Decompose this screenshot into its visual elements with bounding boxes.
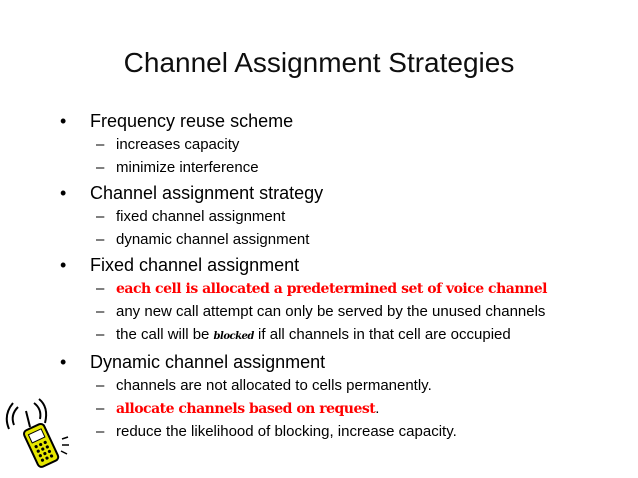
sub-bullet-dash: – <box>96 326 105 343</box>
sub-bullet <box>58 136 628 154</box>
sub-bullet-text-post: if all channels in that cell are occupied <box>253 326 511 343</box>
bullet-dot: • <box>60 111 67 131</box>
sub-bullet-dash: – <box>96 231 105 248</box>
sub-bullet-text: fixed channel assignment <box>116 208 286 225</box>
slide-content <box>58 110 628 446</box>
sub-bullet-highlighted <box>58 400 628 418</box>
sub-bullet-text: channels are not allocated to cells permanently. <box>116 377 432 394</box>
emphasis-blocked: blocked <box>213 331 254 342</box>
sub-bullet-dash: – <box>96 303 105 320</box>
sub-bullet-dash: – <box>96 136 105 153</box>
bullet-dot: • <box>60 255 67 275</box>
bullet-dot: • <box>60 183 67 203</box>
sub-bullet-dash: – <box>96 159 105 176</box>
sub-bullet <box>58 423 628 441</box>
bullet-frequency-reuse <box>58 110 628 132</box>
bullet-text: Frequency reuse scheme <box>90 111 294 131</box>
sub-bullet-text-pre: the call will be <box>116 326 214 343</box>
sub-bullet-text: reduce the likelihood of blocking, increase capacity. <box>116 423 457 440</box>
sub-bullet <box>58 231 628 249</box>
bullet-channel-assignment-strategy <box>58 182 628 204</box>
sub-bullet <box>58 326 628 346</box>
bullet-text: Dynamic channel assignment <box>90 352 326 372</box>
sub-bullet-text-red: each cell is allocated a predetermined set of voice channel <box>116 281 547 297</box>
sub-bullet-text: any new call attempt can only be served by the unused channels <box>116 303 546 320</box>
sub-bullet <box>58 159 628 177</box>
sub-bullet-highlighted <box>58 280 628 298</box>
sub-bullet-text: minimize interference <box>116 159 259 176</box>
bullet-text: Fixed channel assignment <box>90 255 300 275</box>
bullet-fixed-channel-assignment <box>58 254 628 276</box>
bullet-dot: • <box>60 352 67 372</box>
sub-bullet-dash: – <box>96 208 105 225</box>
sub-bullet <box>58 208 628 226</box>
sub-bullet-text-red: allocate channels based on request <box>116 401 376 417</box>
cell-phone-icon <box>4 397 76 469</box>
sub-bullet-dash: – <box>96 400 105 417</box>
sub-bullet-text: increases capacity <box>116 136 240 153</box>
bullet-dynamic-channel-assignment <box>58 351 628 373</box>
sub-bullet-dash: – <box>96 423 105 440</box>
sub-bullet <box>58 377 628 395</box>
slide-title: Channel Assignment Strategies <box>123 47 515 78</box>
sub-bullet-text: dynamic channel assignment <box>116 231 310 248</box>
sub-bullet-text-tail: . <box>375 400 380 417</box>
sub-bullet <box>58 303 628 321</box>
sub-bullet-dash: – <box>96 280 105 297</box>
sub-bullet-dash: – <box>96 377 105 394</box>
bullet-text: Channel assignment strategy <box>90 183 324 203</box>
